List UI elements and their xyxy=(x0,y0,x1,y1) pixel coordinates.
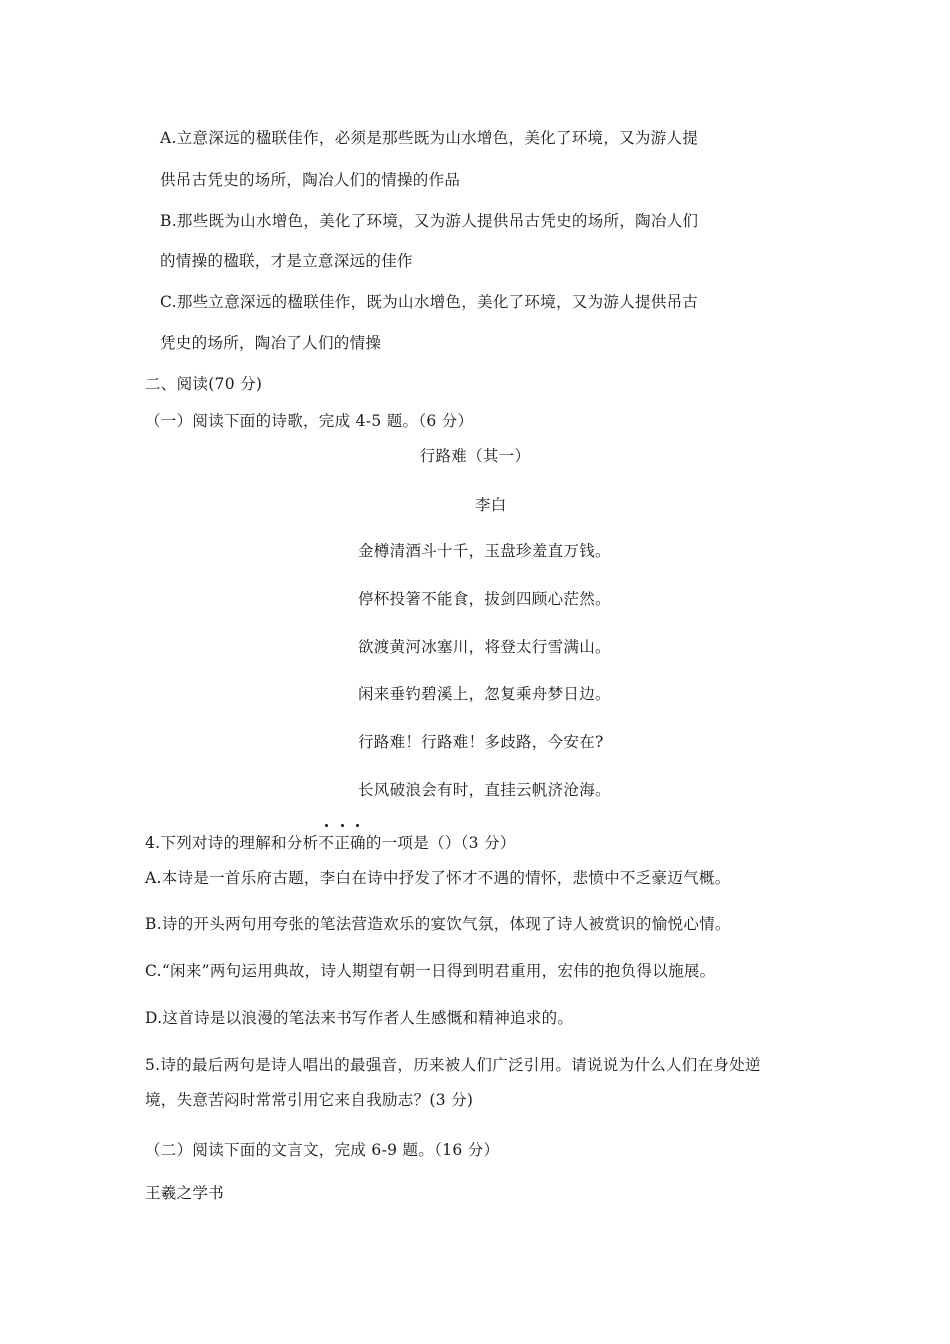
question-5-line-1: 5.诗的最后两句是诗人唱出的最强音，历来被人们广泛引用。请说说为什么人们在身处逆 xyxy=(145,1056,761,1074)
section-heading-reading: 二、阅读(70 分) xyxy=(145,375,263,393)
option-b-line-1: B.那些既为山水增色，美化了环境，又为游人提供吊古凭史的场所，陶冶人们 xyxy=(160,212,699,230)
poem-line: 停杯投箸不能食，拔剑四顾心茫然。 xyxy=(358,590,611,608)
emphasis-char: 不 xyxy=(318,834,335,852)
emphasis-char: 正 xyxy=(334,834,351,852)
option-c-line-2: 凭史的场所，陶冶了人们的情操 xyxy=(160,334,382,352)
poem-line: 闲来垂钓碧溪上，忽复乘舟梦日边。 xyxy=(358,685,611,703)
option-c-line-1: C.那些立意深远的楹联佳作，既为山水增色，美化了环境，又为游人提供吊古 xyxy=(160,293,699,311)
question-4-option-d: D.这首诗是以浪漫的笔法来书写作者人生感慨和精神追求的。 xyxy=(145,1009,574,1027)
question-4-option-c: C.“闲来”两句运用典故，诗人期望有朝一日得到明君重用，宏伟的抱负得以施展。 xyxy=(145,962,716,980)
question-4-option-b: B.诗的开头两句用夸张的笔法营造欢乐的宴饮气氛，体现了诗人被赏识的愉悦心情。 xyxy=(145,915,731,933)
option-b-line-2: 的情操的楹联，才是立意深远的佳作 xyxy=(160,252,413,270)
question-4-stem xyxy=(145,833,516,853)
poem-line: 长风破浪会有时，直挂云帆济沧海。 xyxy=(358,781,611,799)
question-4-option-a: A.本诗是一首乐府古题，李白在诗中抒发了怀才不遇的情怀，悲愤中不乏豪迈气概。 xyxy=(145,869,731,887)
question-4-prefix: 4.下列对诗的理解和分析 xyxy=(145,834,319,852)
question-5-line-2: 境，失意苦闷时常常引用它来自我励志？(3 分) xyxy=(145,1091,474,1109)
poem-author: 李白 xyxy=(475,496,507,514)
option-a-line-1: A.立意深远的楹联佳作，必须是那些既为山水增色，美化了环境，又为游人提 xyxy=(160,129,699,147)
passage-title: 王羲之学书 xyxy=(145,1184,225,1202)
poem-line: 金樽清酒斗十千，玉盘珍羞直万钱。 xyxy=(358,542,611,560)
emphasis-char: 确 xyxy=(350,834,366,852)
part1-instruction: （一）阅读下面的诗歌，完成 4-5 题。（6 分） xyxy=(145,412,474,430)
option-a-line-2: 供吊古凭史的场所，陶冶人们的情操的作品 xyxy=(160,171,461,189)
part2-instruction: （二）阅读下面的文言文，完成 6-9 题。（16 分） xyxy=(145,1141,500,1159)
poem-title: 行路难（其一） xyxy=(419,447,531,465)
poem-line: 行路难！行路难！多歧路，今安在? xyxy=(358,733,604,751)
poem-line: 欲渡黄河冰塞川，将登太行雪满山。 xyxy=(358,638,611,656)
question-4-suffix: 的一项是（）（3 分） xyxy=(365,834,516,852)
